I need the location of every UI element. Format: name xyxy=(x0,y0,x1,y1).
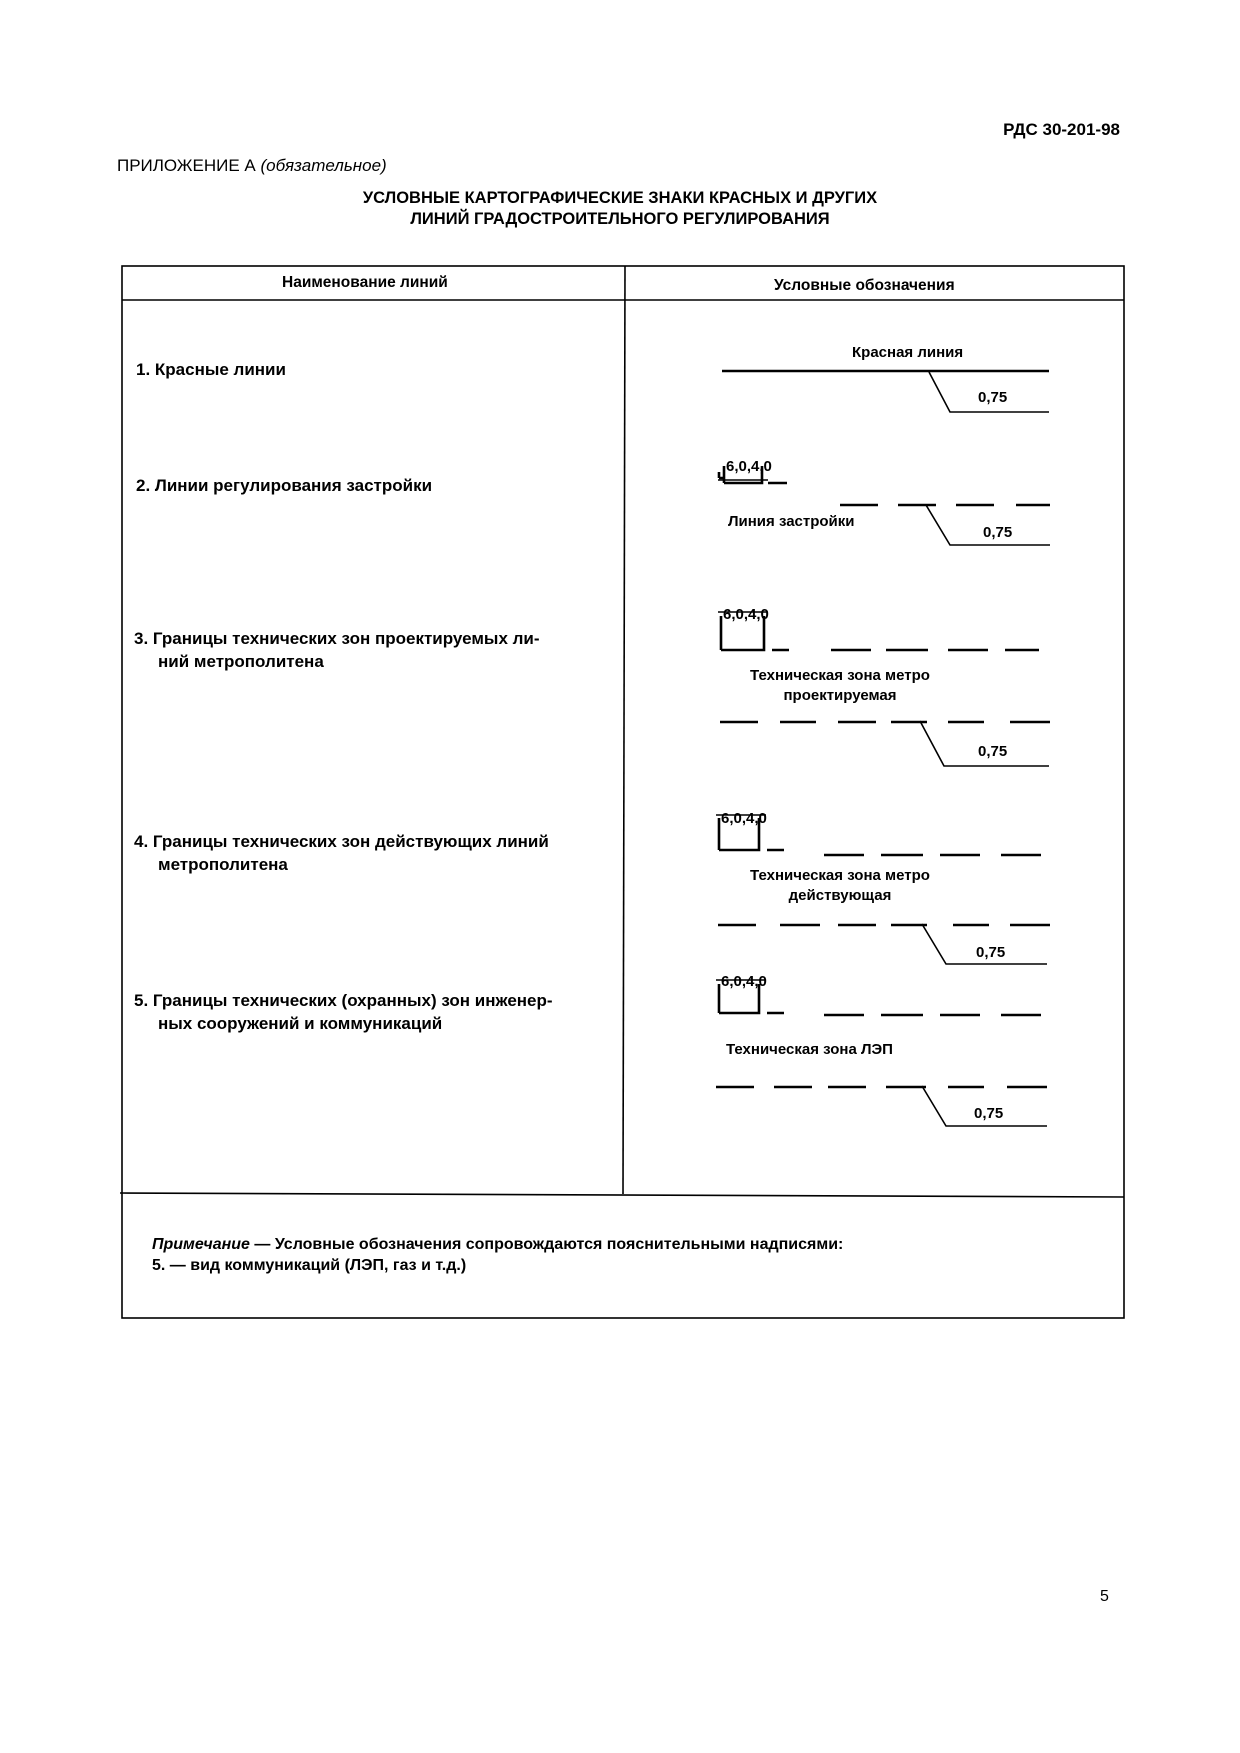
note-line-1 xyxy=(152,1234,843,1255)
row-4-line-1: 4. Границы технических зон действующих линий xyxy=(134,832,549,851)
symbol-3-label xyxy=(720,666,960,706)
symbol-3-label-line-1: Техническая зона метро xyxy=(750,667,930,684)
symbol-4-dims: 6,0,4,0 xyxy=(721,810,767,827)
row-4-line-2: метрополитена xyxy=(158,855,288,874)
row-5-name xyxy=(134,989,553,1035)
symbol-1-thickness: 0,75 xyxy=(978,389,1008,406)
row-3-name xyxy=(134,627,540,673)
symbol-4-label xyxy=(720,866,960,906)
symbol-4-label-line-2: действующая xyxy=(788,887,892,904)
symbol-3-label-line-2: проектируемая xyxy=(783,687,897,704)
symbol-2-dims: 6,0,4,0 xyxy=(726,458,772,475)
row-3-line-2: ний метрополитена xyxy=(158,652,324,671)
symbol-5-label-line-1: Техническая зона ЛЭП xyxy=(726,1041,893,1058)
column-header-symbols: Условные обозначения xyxy=(774,277,955,294)
row-1-name xyxy=(136,358,286,381)
note-divider xyxy=(120,1193,1124,1197)
row-5-line-1: 5. Границы технических (охранных) зон инженер- xyxy=(134,991,553,1010)
row-5-line-2: ных сооружений и коммуникаций xyxy=(158,1014,443,1033)
symbol-4-thickness: 0,75 xyxy=(976,944,1006,961)
document-code: РДС 30-201-98 xyxy=(1003,120,1120,139)
symbol-2-thickness: 0,75 xyxy=(983,524,1013,541)
title-line-2: ЛИНИЙ ГРАДОСТРОИТЕЛЬНОГО РЕГУЛИРОВАНИЯ xyxy=(410,210,830,228)
column-divider xyxy=(623,266,625,1194)
symbol-1-label: Красная линия xyxy=(852,344,964,361)
appendix-label: ПРИЛОЖЕНИЕ А xyxy=(117,156,256,175)
row-3-line-1: 3. Границы технических зон проектируемых ли- xyxy=(134,629,540,648)
symbol-5-label xyxy=(726,1040,893,1060)
symbol-3-thickness: 0,75 xyxy=(978,743,1008,760)
row-4-name xyxy=(134,830,549,876)
appendix-note: (обязательное) xyxy=(260,156,387,175)
note-label: Примечание xyxy=(152,1236,250,1253)
row-2-name xyxy=(136,474,432,497)
row-2-line-1: 2. Линии регулирования застройки xyxy=(136,476,433,495)
symbol-5-dims: 6,0,4,0 xyxy=(721,973,767,990)
column-header-names: Наименование линий xyxy=(282,274,448,291)
note-text: — Условные обозначения сопровождаются пояснительными надписями: xyxy=(249,1236,844,1253)
symbol-5-thickness: 0,75 xyxy=(974,1105,1004,1122)
table-note xyxy=(152,1234,843,1276)
title-line-1: УСЛОВНЫЕ КАРТОГРАФИЧЕСКИЕ ЗНАКИ КРАСНЫХ И ДРУГИХ xyxy=(362,189,878,207)
symbol-4-label-line-1: Техническая зона метро xyxy=(750,867,930,884)
symbol-2-label: Линия застройки xyxy=(728,513,855,530)
row-1-line-1: 1. Красные линии xyxy=(136,360,286,379)
note-line-2: 5. — вид коммуникаций (ЛЭП, газ и т.д.) xyxy=(152,1257,467,1274)
page-number: 5 xyxy=(1100,1588,1109,1605)
symbol-3-dims: 6,0,4,0 xyxy=(723,606,769,623)
